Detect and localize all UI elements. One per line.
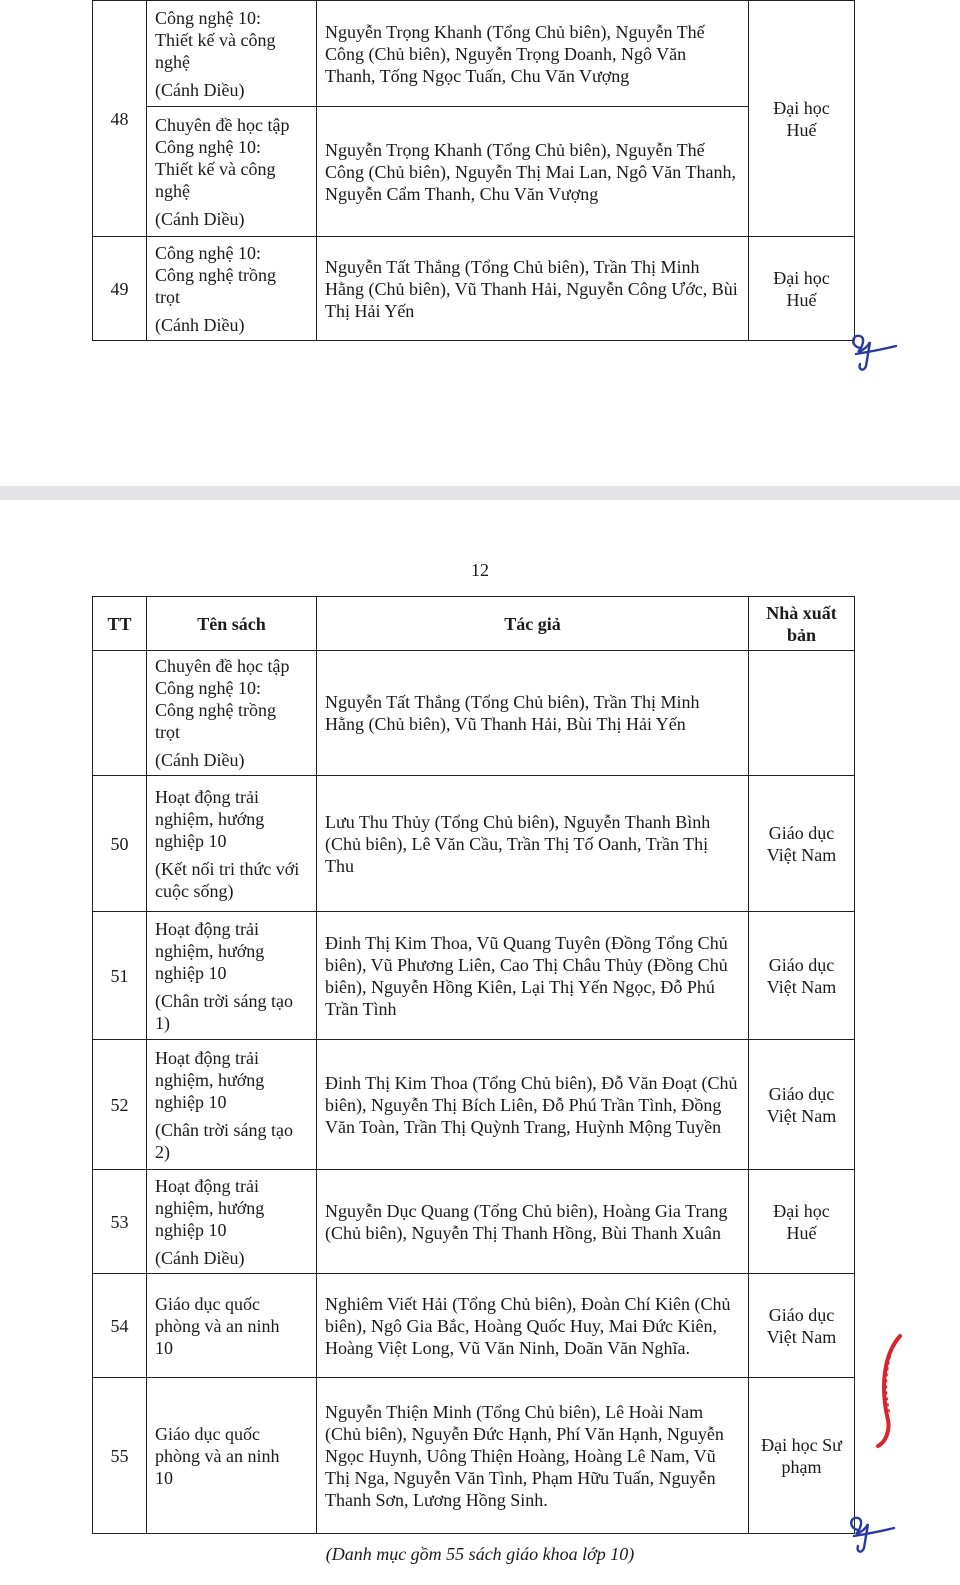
book-title-line: Công nghệ trồng	[155, 700, 276, 720]
row-number: 50	[93, 776, 147, 912]
book-title-line: Hoạt động trải	[155, 1047, 259, 1068]
table-header-row	[93, 597, 855, 651]
book-title-line: Công nghệ 10:	[155, 136, 261, 157]
book-title-line: nghệ	[155, 51, 190, 72]
book-title-cell	[147, 1, 317, 107]
book-title-line: nghiệp 10	[155, 962, 227, 983]
book-title-line: Hoạt động trải	[155, 786, 259, 807]
row-number: 55	[93, 1378, 147, 1534]
publisher-cell: Đại học Sư phạm	[749, 1378, 855, 1534]
book-title-line: Giáo dục quốc	[155, 1423, 260, 1444]
authors-cell: Nguyễn Dục Quang (Tổng Chủ biên), Hoàng Gia Trang (Chủ biên), Nguyễn Thị Thanh Hồng, Bùi Thanh Xuân	[317, 1170, 749, 1274]
table-row	[93, 651, 855, 776]
red-stamp-mark	[862, 1330, 908, 1450]
book-title-line: Công nghệ 10:	[155, 242, 261, 263]
book-title-line: Công nghệ 10:	[155, 678, 261, 698]
table-row	[93, 107, 855, 237]
document-page-top	[0, 0, 960, 486]
table-row	[93, 1378, 855, 1534]
book-title-cell	[147, 651, 317, 776]
book-title-line: Thiết kế và công	[155, 29, 276, 50]
document-page-bottom	[0, 500, 960, 1585]
authors-cell: Nguyễn Trọng Khanh (Tổng Chủ biên), Nguyễn Thế Công (Chủ biên), Nguyễn Trọng Doanh, Ngô Văn Thanh, Tống Ngọc Tuấn, Chu Văn Vượng	[317, 1, 749, 107]
book-title-line: 10	[155, 1467, 173, 1488]
book-series: (Cánh Diều)	[155, 208, 245, 229]
book-title-line: Giáo dục quốc	[155, 1293, 260, 1314]
book-title-cell	[147, 1274, 317, 1378]
authors-cell: Nguyễn Thiện Minh (Tổng Chủ biên), Lê Hoài Nam (Chủ biên), Nguyễn Đức Hạnh, Phí Văn Hạnh, Nguyễn Ngọc Huynh, Uông Thiện Hoàng, Hoàng Lê Nam, Vũ Thị Nga, Nguyễn Văn Tình, Phạm Hữu Tuấn, Nguyễn Thanh Sơn, Lương Hồng Sinh.	[317, 1378, 749, 1534]
publisher-cell: Giáo dục Việt Nam	[749, 912, 855, 1040]
table-row	[93, 1040, 855, 1170]
authors-cell: Đinh Thị Kim Thoa, Vũ Quang Tuyên (Đồng Tổng Chủ biên), Vũ Phương Liên, Cao Thị Châu Thủy (Đồng Chủ biên), Nguyễn Hồng Kiên, Lại Thị Yến Ngọc, Đỗ Phú Trần Tình	[317, 912, 749, 1040]
publisher-cell: Giáo dục Việt Nam	[749, 776, 855, 912]
book-series: (Cánh Diều)	[155, 1247, 245, 1268]
book-title-line: Thiết kế và công	[155, 158, 276, 179]
book-title-cell	[147, 776, 317, 912]
book-title-cell	[147, 912, 317, 1040]
table-row	[93, 237, 855, 341]
row-number	[93, 651, 147, 776]
book-title-line: Chuyên đề học tập	[155, 656, 290, 676]
publisher-cell: Giáo dục Việt Nam	[749, 1040, 855, 1170]
textbook-table	[92, 596, 855, 1534]
authors-cell: Lưu Thu Thủy (Tổng Chủ biên), Nguyễn Thanh Bình (Chủ biên), Lê Văn Cầu, Trần Thị Tố Oanh, Trần Thị Thu	[317, 776, 749, 912]
header-authors: Tác giả	[317, 597, 749, 651]
authors-cell: Đinh Thị Kim Thoa (Tổng Chủ biên), Đỗ Văn Đoạt (Chủ biên), Nguyễn Thị Bích Liên, Đỗ Phú Trần Tình, Đồng Văn Toàn, Trần Thị Quỳnh Trang, Huỳnh Mộng Tuyền	[317, 1040, 749, 1170]
authors-cell: Nguyễn Trọng Khanh (Tổng Chủ biên), Nguyễn Thế Công (Chủ biên), Nguyễn Thị Mai Lan, Ngô Văn Thanh, Nguyễn Cẩm Thanh, Chu Văn Vượng	[317, 107, 749, 237]
book-title-cell	[147, 1170, 317, 1274]
book-title-line: phòng và an ninh	[155, 1445, 280, 1466]
book-title-line: nghiệp 10	[155, 830, 227, 851]
book-title-line: nghiệp 10	[155, 1219, 227, 1240]
book-title-line: nghiệm, hướng	[155, 808, 265, 829]
book-title-line: Hoạt động trải	[155, 1175, 259, 1196]
book-title-cell	[147, 1040, 317, 1170]
book-title-line: nghiệm, hướng	[155, 1197, 265, 1218]
textbook-table-top	[92, 0, 855, 341]
book-title-line: nghiệp 10	[155, 1091, 227, 1112]
row-number: 51	[93, 912, 147, 1040]
book-series: (Cánh Diều)	[155, 79, 245, 100]
table-row	[93, 912, 855, 1040]
book-title-cell	[147, 107, 317, 237]
header-book-title: Tên sách	[147, 597, 317, 651]
book-title-line: 10	[155, 1337, 173, 1358]
book-title-line: nghệ	[155, 180, 190, 201]
book-title-line: nghiệm, hướng	[155, 1069, 265, 1090]
book-title-line: phòng và an ninh	[155, 1315, 280, 1336]
book-series: (Chân trời sáng tạo 1)	[155, 990, 293, 1033]
book-series: (Chân trời sáng tạo 2)	[155, 1119, 293, 1162]
book-series: (Cánh Diều)	[155, 314, 245, 335]
book-title-line: nghiệm, hướng	[155, 940, 265, 961]
book-title-line: Công nghệ 10:	[155, 7, 261, 28]
table-row	[93, 1170, 855, 1274]
page-number: 12	[471, 560, 489, 580]
row-number: 52	[93, 1040, 147, 1170]
publisher-cell: Đại học Huế	[749, 1, 855, 237]
book-title-line: Chuyên đề học tập	[155, 114, 290, 135]
publisher-cell	[749, 651, 855, 776]
authors-cell: Nghiêm Viết Hải (Tổng Chủ biên), Đoàn Chí Kiên (Chủ biên), Ngô Gia Bắc, Hoàng Quốc Huy, Mai Đức Kiên, Hoàng Việt Long, Vũ Văn Ninh, Doãn Văn Nghĩa.	[317, 1274, 749, 1378]
table-row	[93, 1274, 855, 1378]
table-row	[93, 776, 855, 912]
header-publisher: Nhà xuất bản	[749, 597, 855, 651]
row-number: 54	[93, 1274, 147, 1378]
publisher-cell: Giáo dục Việt Nam	[749, 1274, 855, 1378]
page-separator	[0, 486, 960, 500]
book-title-cell	[147, 237, 317, 341]
row-number: 48	[93, 1, 147, 237]
book-title-line: Hoạt động trải	[155, 918, 259, 939]
authors-cell: Nguyễn Tất Thắng (Tổng Chủ biên), Trần Thị Minh Hằng (Chủ biên), Vũ Thanh Hải, Nguyễn Công Ước, Bùi Thị Hải Yến	[317, 237, 749, 341]
publisher-cell: Đại học Huế	[749, 237, 855, 341]
row-number: 53	[93, 1170, 147, 1274]
publisher-cell: Đại học Huế	[749, 1170, 855, 1274]
row-number: 49	[93, 237, 147, 341]
book-title-line: Công nghệ trồng	[155, 264, 276, 285]
book-series: (Kết nối tri thức với cuộc sống)	[155, 858, 300, 901]
header-tt: TT	[93, 597, 147, 651]
authors-cell: Nguyễn Tất Thắng (Tổng Chủ biên), Trần Thị Minh Hằng (Chủ biên), Vũ Thanh Hải, Bùi Thị Hải Yến	[317, 651, 749, 776]
footer-note: (Danh mục gồm 55 sách giáo khoa lớp 10)	[325, 1544, 635, 1564]
signature-mark	[846, 326, 902, 376]
book-title-line: trọt	[155, 722, 180, 742]
book-title-line: trọt	[155, 286, 180, 307]
book-title-cell	[147, 1378, 317, 1534]
table-row	[93, 1, 855, 107]
book-series: (Cánh Diều)	[155, 750, 245, 770]
